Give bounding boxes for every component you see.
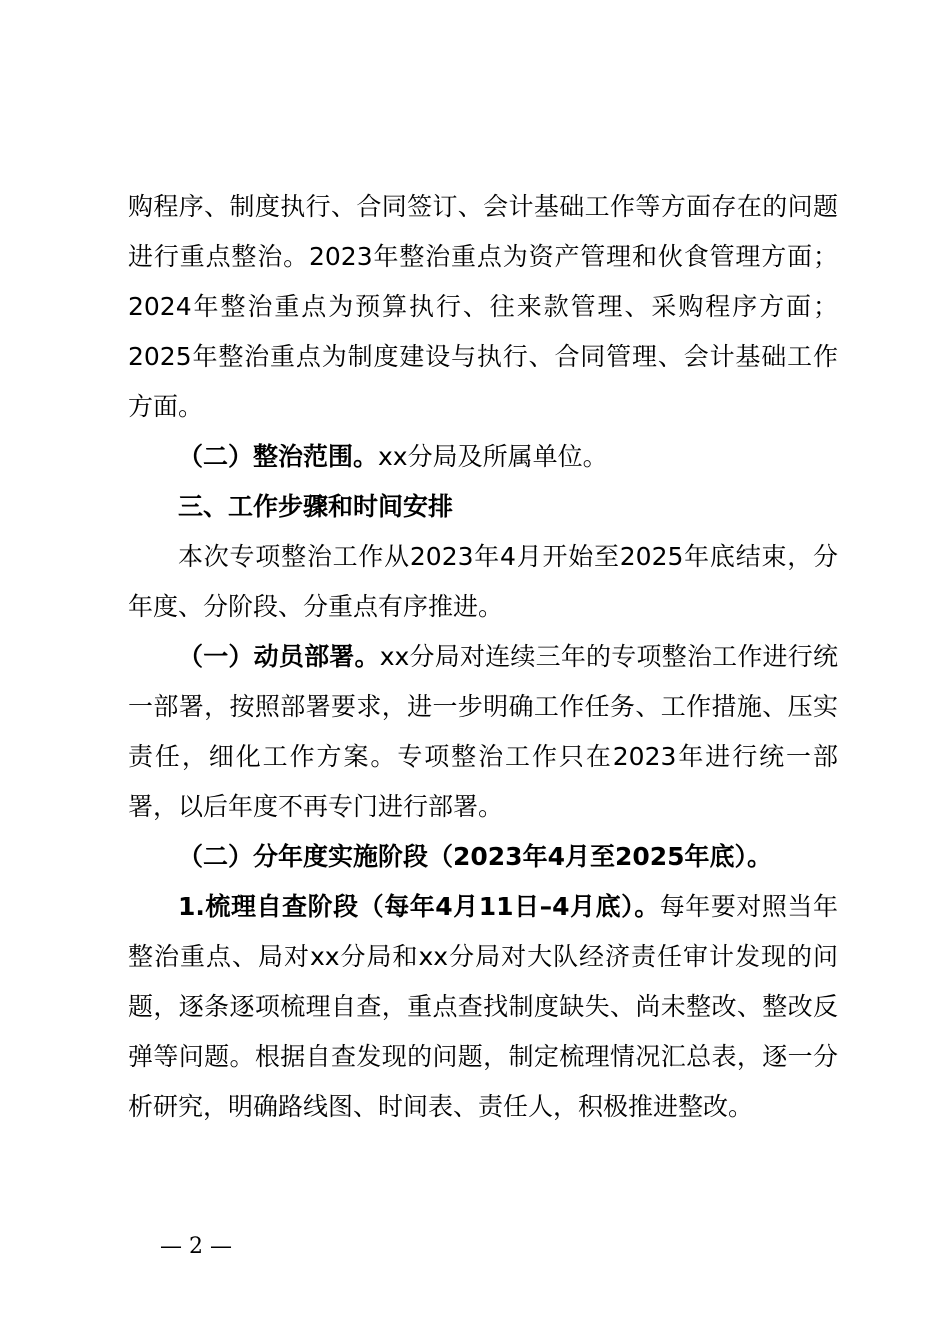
paragraph-annual-implementation bbox=[128, 832, 838, 882]
paragraph-rectification-scope bbox=[128, 432, 838, 482]
paragraph-text: xx分局及所属单位。 bbox=[378, 442, 608, 471]
paragraph-text: 本次专项整治工作从2023年4月开始至2025年底结束，分年度、分阶段、分重点有序推进。 bbox=[128, 542, 838, 621]
paragraph-mobilization bbox=[128, 632, 838, 832]
paragraph-self-inspection bbox=[128, 882, 838, 1132]
document-body bbox=[128, 182, 838, 1132]
page-number: — 2 — bbox=[160, 1234, 232, 1259]
paragraph-text: 每年要对照当年整治重点、局对xx分局和xx分局对大队经济责任审计发现的问题，逐条逐项梳理自查，重点查找制度缺失、尚未整改、整改反弹等问题。根据自查发现的问题，制定梳理情况汇总表，逐一分析研究，明确路线图、时间表、责任人，积极推进整改。 bbox=[128, 892, 838, 1121]
paragraph-heading: （一）动员部署。 bbox=[178, 642, 380, 671]
paragraph-text: 购程序、制度执行、合同签订、会计基础工作等方面存在的问题进行重点整治。2023年整治重点为资产管理和伙食管理方面；2024年整治重点为预算执行、往来款管理、采购程序方面；2025年整治重点为制度建设与执行、合同管理、会计基础工作方面。 bbox=[128, 192, 838, 421]
paragraph-text: xx分局对连续三年的专项整治工作进行统一部署，按照部署要求，进一步明确工作任务、工作措施、压实责任，细化工作方案。专项整治工作只在2023年进行统一部署，以后年度不再专门进行部署。 bbox=[128, 642, 838, 821]
paragraph-heading: 1.梳理自查阶段（每年4月11日–4月底）。 bbox=[178, 892, 660, 921]
paragraph-schedule-intro bbox=[128, 532, 838, 632]
section-heading-text: 三、工作步骤和时间安排 bbox=[178, 492, 454, 521]
paragraph-heading: （二）分年度实施阶段（2023年4月至2025年底）。 bbox=[178, 842, 773, 871]
paragraph-heading: （二）整治范围。 bbox=[178, 442, 379, 471]
section-heading-steps bbox=[128, 482, 838, 532]
paragraph-rectification-focus bbox=[128, 182, 838, 432]
